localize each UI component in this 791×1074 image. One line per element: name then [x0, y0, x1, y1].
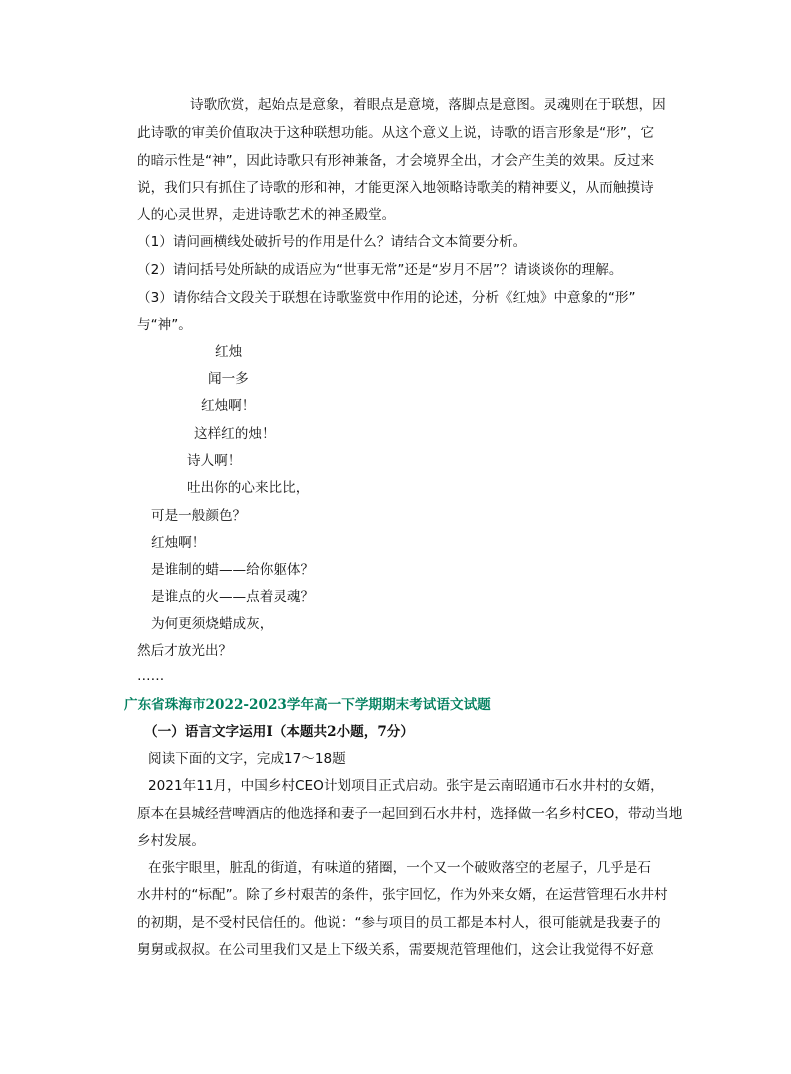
poem-ellipsis: …… [137, 668, 165, 684]
paragraph-line: 舅舅或叔叔。在公司里我们又是上下级关系，需要规范管理他们，这会让我觉得不好意 [137, 942, 654, 958]
paragraph-line: 说，我们只有抓住了诗歌的形和神，才能更深入地领略诗歌美的精神要义，从而触摸诗 [137, 180, 654, 196]
paragraph-line: 在张宇眼里，脏乱的街道，有味道的猪圈，一个又一个破败落空的老屋子，几乎是石 [148, 860, 651, 876]
paragraph-line: 此诗歌的审美价值取决于这种联想功能。从这个意义上说，诗歌的语言形象是“形”，它 [137, 125, 655, 141]
poem-line: 为何更须烧蜡成灰， [151, 616, 274, 632]
poem-line: 然后才放光出？ [137, 643, 233, 659]
exam-title: 广东省珠海市2022-2023学年高一下学期期末考试语文试题 [124, 697, 491, 713]
paragraph-line: 诗歌欣赏，起始点是意象，着眼点是意境，落脚点是意图。灵魂则在于联想，因 [190, 97, 666, 113]
paragraph-line: 人的心灵世界，走进诗歌艺术的神圣殿堂。 [137, 207, 396, 223]
paragraph-line: 的暗示性是“神”，因此诗歌只有形神兼备，才会境界全出，才会产生美的效果。反过来 [137, 153, 655, 169]
poem-line: 这样红的烛！ [194, 426, 276, 442]
poem-line: 红烛啊！ [201, 398, 256, 414]
instruction: 阅读下面的文字，完成17～18题 [148, 751, 346, 767]
paragraph-line: 水井村的“标配”。除了乡村艰苦的条件，张宇回忆，作为外来女婿，在运营管理石水井村 [137, 887, 668, 903]
paragraph-line: 乡村发展。 [137, 833, 205, 849]
poem-line: 吐出你的心来比比， [187, 480, 310, 496]
poem-line: 可是一般颜色？ [151, 508, 247, 524]
poem-author: 闻一多 [208, 371, 249, 387]
question-3-cont: 与“神”。 [137, 317, 192, 333]
poem-line: 是谁点的火——点着灵魂？ [151, 589, 315, 605]
paragraph-line: 原本在县城经营啤酒店的他选择和妻子一起回到石水井村，选择做一名乡村CEO，带动当地 [137, 806, 683, 822]
paragraph-line: 2021年11月，中国乡村CEO计划项目正式启动。张宇是云南昭通市石水井村的女婿， [148, 778, 664, 794]
poem-line: 红烛啊！ [151, 535, 206, 551]
question-3: （3）请你结合文段关于联想在诗歌鉴赏中作用的论述，分析《红烛》中意象的“形” [137, 290, 636, 306]
question-1: （1）请问画横线处破折号的作用是什么？请结合文本简要分析。 [137, 234, 527, 250]
poem-line: 诗人啊！ [187, 453, 242, 469]
question-2: （2）请问括号处所缺的成语应为“世事无常”还是“岁月不居”？请谈谈你的理解。 [137, 262, 623, 278]
poem-line: 是谁制的蜡——给你躯体？ [151, 562, 315, 578]
poem-title: 红烛 [215, 344, 243, 360]
section-subtitle: （一）语言文字运用Ⅰ（本题共2小题，7分） [144, 724, 414, 740]
paragraph-line: 的初期，是不受村民信任的。他说：“参与项目的员工都是本村人，很可能就是我妻子的 [137, 915, 661, 931]
